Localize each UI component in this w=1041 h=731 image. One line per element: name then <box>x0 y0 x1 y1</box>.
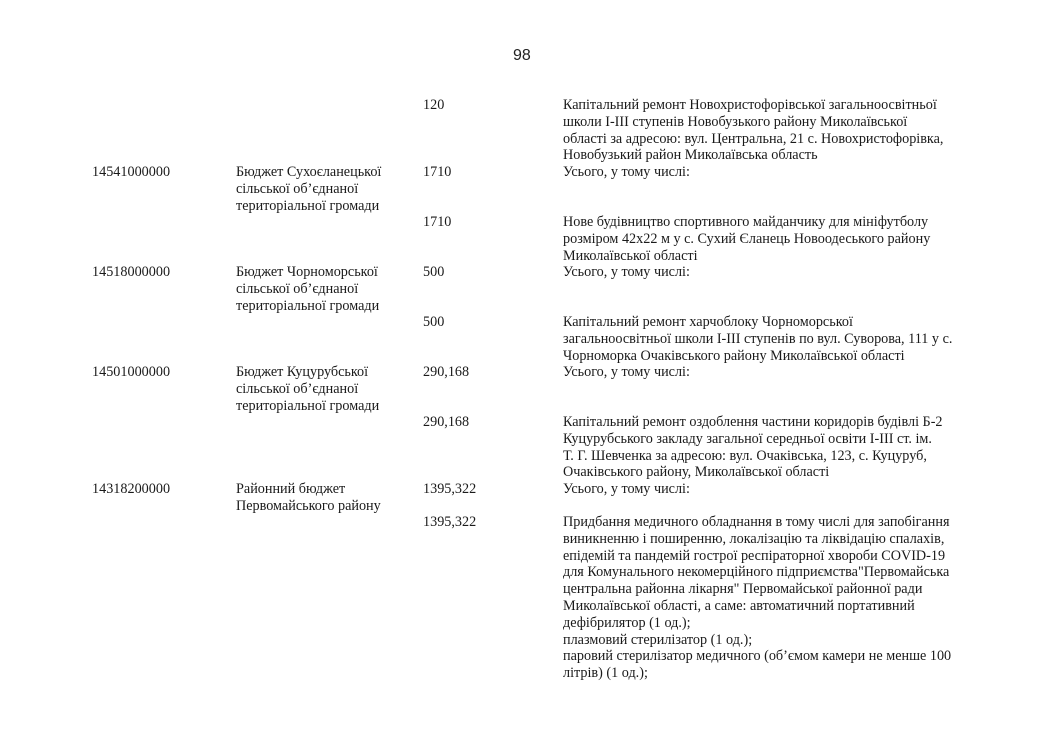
description-line: Т. Г. Шевченка за адресою: вул. Очаківська, 123, с. Куцуруб, <box>563 447 927 464</box>
budget-name-line: Районний бюджет <box>236 481 346 497</box>
description-line: Чорноморка Очаківського району Миколаївської області <box>563 347 905 364</box>
description-line: Усього, у тому числі: <box>563 264 690 280</box>
description-line: дефібрилятор (1 од.); <box>563 614 691 631</box>
budget-name-line: Бюджет Куцурубської <box>236 364 369 380</box>
amount: 500 <box>423 264 445 280</box>
budget-code: 14501000000 <box>92 364 171 380</box>
description <box>563 364 690 381</box>
description <box>563 314 952 364</box>
description <box>563 481 690 498</box>
description-line: загальноосвітньої школи І-ІІІ ступенів по вул. Суворова, 111 у с. <box>563 330 953 347</box>
budget-name-line: Бюджет Сухоєланецької <box>236 164 382 180</box>
description-line: Капітальний ремонт оздоблення частини коридорів будівлі Б-2 <box>563 414 943 430</box>
amount: 1395,322 <box>423 514 477 530</box>
description-line: плазмовий стерилізатор (1 од.); <box>563 631 753 648</box>
description <box>563 97 943 164</box>
description-line: для Комунального некомерційного підприємства"Первомайська <box>563 564 950 581</box>
amount: 290,168 <box>423 414 470 430</box>
description-line: епідемій та пандемій гострої респіраторної хвороби COVID-19 <box>563 547 946 564</box>
amount: 1395,322 <box>423 481 477 497</box>
budget-name-line: сільської об’єднаної <box>236 180 359 197</box>
budget-name-line: Бюджет Чорноморської <box>236 264 378 280</box>
description-line: розміром 42х22 м у с. Сухий Єланець Новоодеського району <box>563 230 931 247</box>
description-line: Куцурубського закладу загальної середньої освіти І-ІІІ ст. ім. <box>563 430 932 447</box>
description-line: літрів) (1 од.); <box>563 665 648 682</box>
description <box>563 414 943 481</box>
description-line: Миколаївської області <box>563 247 698 264</box>
budget-name-line: сільської об’єднаної <box>236 280 359 297</box>
description-line: Усього, у тому числі: <box>563 164 690 180</box>
description-line: Новобузький район Миколаївська область <box>563 147 818 164</box>
description-line: Придбання медичного обладнання в тому числі для запобігання <box>563 514 950 530</box>
budget-name <box>236 264 379 314</box>
amount: 120 <box>423 97 445 113</box>
page-number: 98 <box>513 47 531 64</box>
budget-name-line: територіальної громади <box>236 297 380 314</box>
description <box>563 164 690 181</box>
description <box>563 264 690 281</box>
description-line: Капітальний ремонт Новохристофорівської загальноосвітньої <box>563 97 937 113</box>
amount: 290,168 <box>423 364 470 380</box>
description-line: виникненню і поширенню, локалізацію та ліквідацію спалахів, <box>563 530 945 547</box>
budget-name <box>236 481 381 515</box>
budget-name-line: Первомайського району <box>236 497 381 514</box>
budget-name-line: сільської об’єднаної <box>236 380 359 397</box>
description-line: центральна районна лікарня" Первомайської районної ради <box>563 581 923 598</box>
description-line: Очаківського району, Миколаївської області <box>563 464 830 481</box>
description <box>563 514 951 682</box>
description-line: Усього, у тому числі: <box>563 481 690 497</box>
budget-name-line: територіальної громади <box>236 397 380 414</box>
description-line: Капітальний ремонт харчоблоку Чорноморської <box>563 314 853 330</box>
budget-name-line: територіальної громади <box>236 197 380 214</box>
description-line: школи І-ІІІ ступенів Новобузького району Миколаївської <box>563 113 908 130</box>
description-line: паровий стерилізатор медичного (об’ємом камери не менше 100 <box>563 648 952 665</box>
description-line: Усього, у тому числі: <box>563 364 690 380</box>
description-line: області за адресою: вул. Центральна, 21 с. Новохристофорівка, <box>563 130 944 147</box>
budget-name <box>236 164 381 214</box>
budget-code: 14518000000 <box>92 264 171 280</box>
budget-code: 14318200000 <box>92 481 171 497</box>
amount: 1710 <box>423 214 452 230</box>
budget-name <box>236 364 379 414</box>
budget-code: 14541000000 <box>92 164 171 180</box>
description <box>563 214 930 264</box>
description-line: Миколаївської області, а саме: автоматичний портативний <box>563 597 915 614</box>
description-line: Нове будівництво спортивного майданчику для мініфутболу <box>563 214 929 230</box>
amount: 500 <box>423 314 445 330</box>
amount: 1710 <box>423 164 452 180</box>
